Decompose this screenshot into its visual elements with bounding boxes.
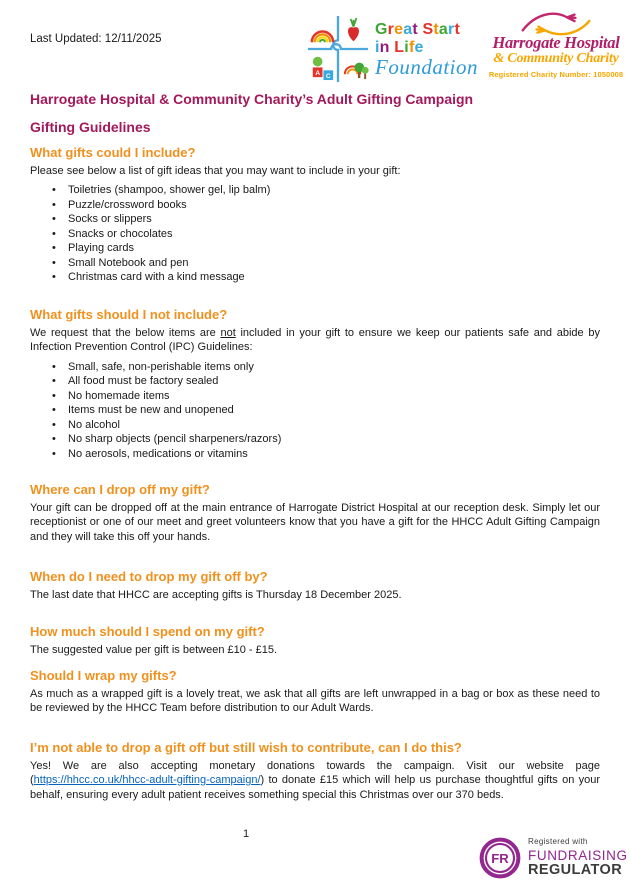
section-body: As much as a wrapped gift is a lovely treat, we ask that all gifts are left unwrapped in a bag or box as these need to be reviewed by the HHCC Team before distribution to our Adult Wards. bbox=[30, 687, 600, 714]
svg-text:C: C bbox=[325, 73, 331, 81]
section-monetary-donations bbox=[30, 740, 600, 802]
list-item: • Snacks or chocolates bbox=[52, 227, 600, 242]
fr-badge-icon bbox=[479, 837, 521, 879]
page-title: Harrogate Hospital & Community Charity’s Adult Gifting Campaign bbox=[30, 91, 474, 107]
section-heading: What gifts could I include? bbox=[30, 145, 196, 160]
hhcc-wordmark-line1: Harrogate Hospital bbox=[492, 33, 620, 52]
section-heading: I’m not able to drop a gift off but still wish to contribute, can I do this? bbox=[30, 740, 462, 755]
page-subtitle: Gifting Guidelines bbox=[30, 119, 151, 135]
intro-text: included in your gift to ensure we keep our patients safe and abide by Infection Prevention Control (IPC) Guidelines: bbox=[30, 326, 600, 353]
body-text: Yes! We are also accepting monetary donations towards the campaign. Visit our website page ( bbox=[30, 759, 600, 786]
hhcc-wordmark-line2: & Community Charity bbox=[493, 50, 619, 66]
section-body: The suggested value per gift is between £10 - £15. bbox=[30, 643, 278, 656]
last-updated-label: Last Updated: 12/11/2025 bbox=[30, 33, 162, 45]
list-item: • Small Notebook and pen bbox=[52, 256, 600, 271]
list-item: • Playing cards bbox=[52, 241, 600, 256]
great-start-in-life-logo bbox=[306, 13, 478, 85]
list-item: • Small, safe, non-perishable items only bbox=[52, 360, 600, 375]
section-heading: How much should I spend on my gift? bbox=[30, 624, 265, 639]
list-item: • No homemade items bbox=[52, 389, 600, 404]
fr-regulator-label: REGULATOR bbox=[528, 861, 623, 878]
underlined-not: not bbox=[220, 326, 236, 339]
section-drop-off-deadline bbox=[30, 569, 600, 602]
list-item: • Toiletries (shampoo, shower gel, lip balm) bbox=[52, 183, 600, 198]
list-item: • Socks or slippers bbox=[52, 212, 600, 227]
section-gifts-to-include bbox=[30, 145, 600, 285]
hhcc-charity-number: Registered Charity Number: 1050008 bbox=[488, 70, 624, 80]
list-item: • No aerosols, medications or vitamins bbox=[52, 447, 600, 462]
section-intro: Please see below a list of gift ideas that you may want to include in your gift: bbox=[30, 164, 401, 177]
svg-text:A: A bbox=[315, 70, 321, 78]
hhcc-logo bbox=[486, 6, 626, 79]
list-item: • All food must be factory sealed bbox=[52, 374, 600, 389]
intro-text: We request that the below items are bbox=[30, 326, 221, 339]
list-item: • Items must be new and unopened bbox=[52, 403, 600, 418]
section-wrapping bbox=[30, 668, 600, 716]
fundraising-regulator-logo bbox=[479, 837, 628, 879]
campaign-donation-link[interactable]: https://hhcc.co.uk/hhcc-adult-gifting-campaign/ bbox=[33, 774, 261, 786]
svg-text:FR: FR bbox=[491, 850, 509, 866]
excluded-items-list bbox=[30, 360, 600, 462]
gsil-wordmark-line1: Great Start bbox=[375, 21, 460, 38]
section-spend-amount bbox=[30, 624, 600, 657]
gsil-puzzle-icon bbox=[306, 13, 370, 85]
gift-ideas-list bbox=[30, 183, 600, 285]
section-intro bbox=[30, 326, 600, 355]
section-heading: Where can I drop off my gift? bbox=[30, 482, 210, 497]
body-text: ) to donate £15 which will help us purchase thoughtful gifts on your behalf, ensuring every adult patient receives something special this Christmas over our 370 beds. bbox=[30, 774, 600, 801]
gsil-wordmark-line3: Foundation bbox=[375, 55, 478, 79]
section-drop-off-location bbox=[30, 482, 600, 544]
list-item: • No alcohol bbox=[52, 418, 600, 433]
list-item: • No sharp objects (pencil sharpeners/razors) bbox=[52, 432, 600, 447]
fr-registered-with-label: Registered with bbox=[528, 837, 588, 847]
section-gifts-not-to-include bbox=[30, 307, 600, 461]
section-body bbox=[30, 759, 600, 803]
section-heading: Should I wrap my gifts? bbox=[30, 668, 177, 683]
section-heading: When do I need to drop my gift off by? bbox=[30, 569, 268, 584]
gsil-wordmark-line2: in Life bbox=[375, 39, 424, 56]
section-heading: What gifts should I not include? bbox=[30, 307, 228, 322]
section-body: Your gift can be dropped off at the main entrance of Harrogate District Hospital at our reception desk. Simply let our receptionist or one of our meet and greet volunteers know that you have a gift for the HHCC Adult Gifting Campaign and they will take this off your hands. bbox=[30, 501, 600, 543]
fr-fundraising-label: FUNDRAISING bbox=[528, 847, 628, 863]
section-body: The last date that HHCC are accepting gifts is Thursday 18 December 2025. bbox=[30, 588, 402, 601]
page-number: 1 bbox=[243, 828, 250, 840]
list-item: • Puzzle/crossword books bbox=[52, 198, 600, 213]
list-item: • Christmas card with a kind message bbox=[52, 270, 600, 285]
